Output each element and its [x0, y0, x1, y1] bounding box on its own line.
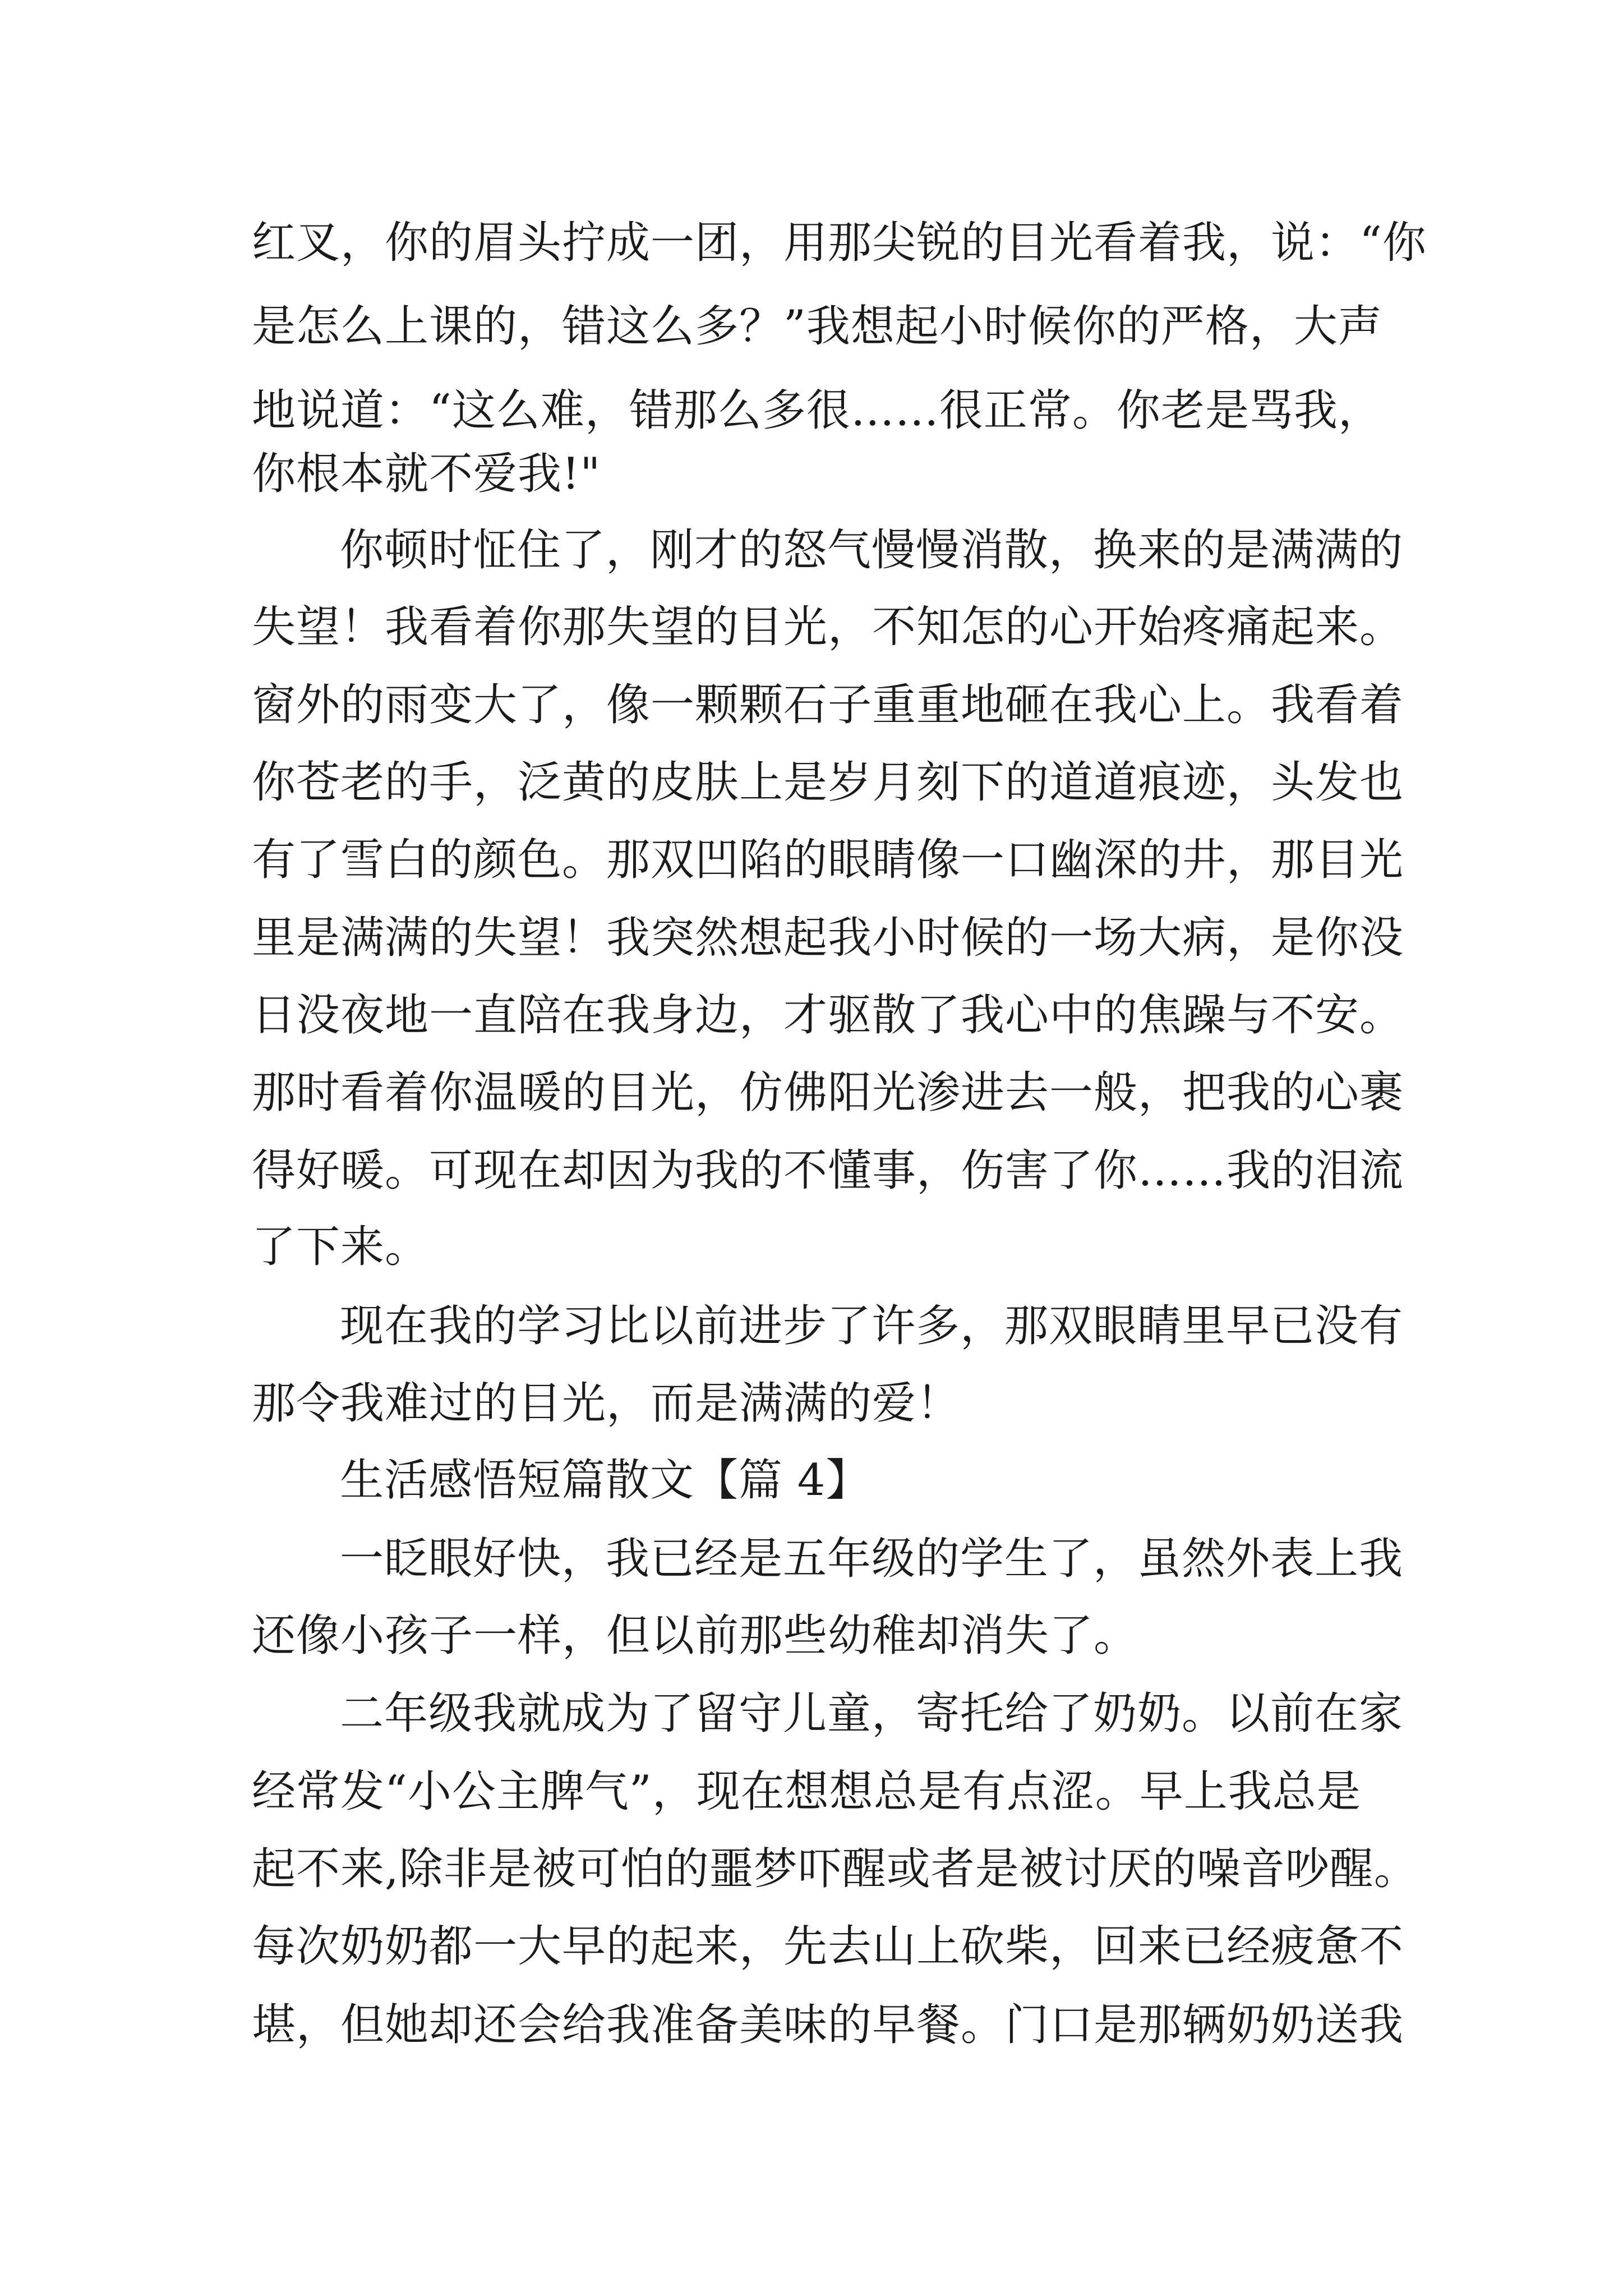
text-line: 起不来,除非是被可怕的噩梦吓醒或者是被讨厌的噪音吵醒。: [252, 1844, 1418, 1894]
text-line: 那令我难过的目光，而是满满的爱！: [252, 1378, 961, 1429]
text-line: 红叉，你的眉头拧成一团，用那尖锐的目光看着我，说：“你: [252, 218, 1427, 268]
text-line: 堪，但她却还会给我准备美味的早餐。门口是那辆奶奶送我: [252, 2000, 1404, 2050]
text-line: 你苍老的手，泛黄的皮肤上是岁月刻下的道道痕迹，头发也: [252, 757, 1404, 808]
text-line: 有了雪白的颜色。那双凹陷的眼睛像一口幽深的井，那目光: [252, 835, 1404, 885]
text-line: 那时看着你温暖的目光，仿佛阳光渗进去一般，把我的心裹: [252, 1068, 1404, 1118]
paragraph-first-line: 你顿时怔住了，刚才的怒气慢慢消散，换来的是满满的: [340, 525, 1404, 576]
text-line: 地说道：“这么难，错那么多很……很正常。你老是骂我，: [252, 385, 1382, 436]
text-line: 了下来。: [252, 1222, 430, 1272]
section-heading: 生活感悟短篇散文【篇 4】: [340, 1455, 870, 1506]
text-line: 你根本就不爱我!": [252, 449, 601, 499]
text-line: 经常发“小公主脾气”，现在想想总是有点涩。早上我总是: [252, 1766, 1361, 1817]
paragraph-first-line: 现在我的学习比以前进步了许多，那双眼睛里早已没有: [340, 1301, 1404, 1351]
text-line: 失望！我看着你那失望的目光，不知怎的心开始疼痛起来。: [252, 602, 1404, 652]
text-line: 还像小孩子一样，但以前那些幼稚却消失了。: [252, 1611, 1138, 1661]
text-line: 窗外的雨变大了，像一颗颗石子重重地砸在我心上。我看着: [252, 680, 1404, 730]
paragraph-first-line: 二年级我就成为了留守儿童，寄托给了奶奶。以前在家: [340, 1688, 1404, 1739]
text-line: 得好暖。可现在却因为我的不懂事，伤害了你……我的泪流: [252, 1145, 1404, 1196]
text-line: 里是满满的失望！我突然想起我小时候的一场大病，是你没: [252, 913, 1404, 963]
text-line: 是怎么上课的，错这么多？”我想起小时候你的严格，大声: [252, 301, 1382, 352]
text-line: 日没夜地一直陪在我身边，才驱散了我心中的焦躁与不安。: [252, 990, 1404, 1041]
text-line: 每次奶奶都一大早的起来，先去山上砍柴，回来已经疲惫不: [252, 1921, 1404, 1972]
paragraph-first-line: 一眨眼好快，我已经是五年级的学生了，虽然外表上我: [340, 1534, 1404, 1584]
